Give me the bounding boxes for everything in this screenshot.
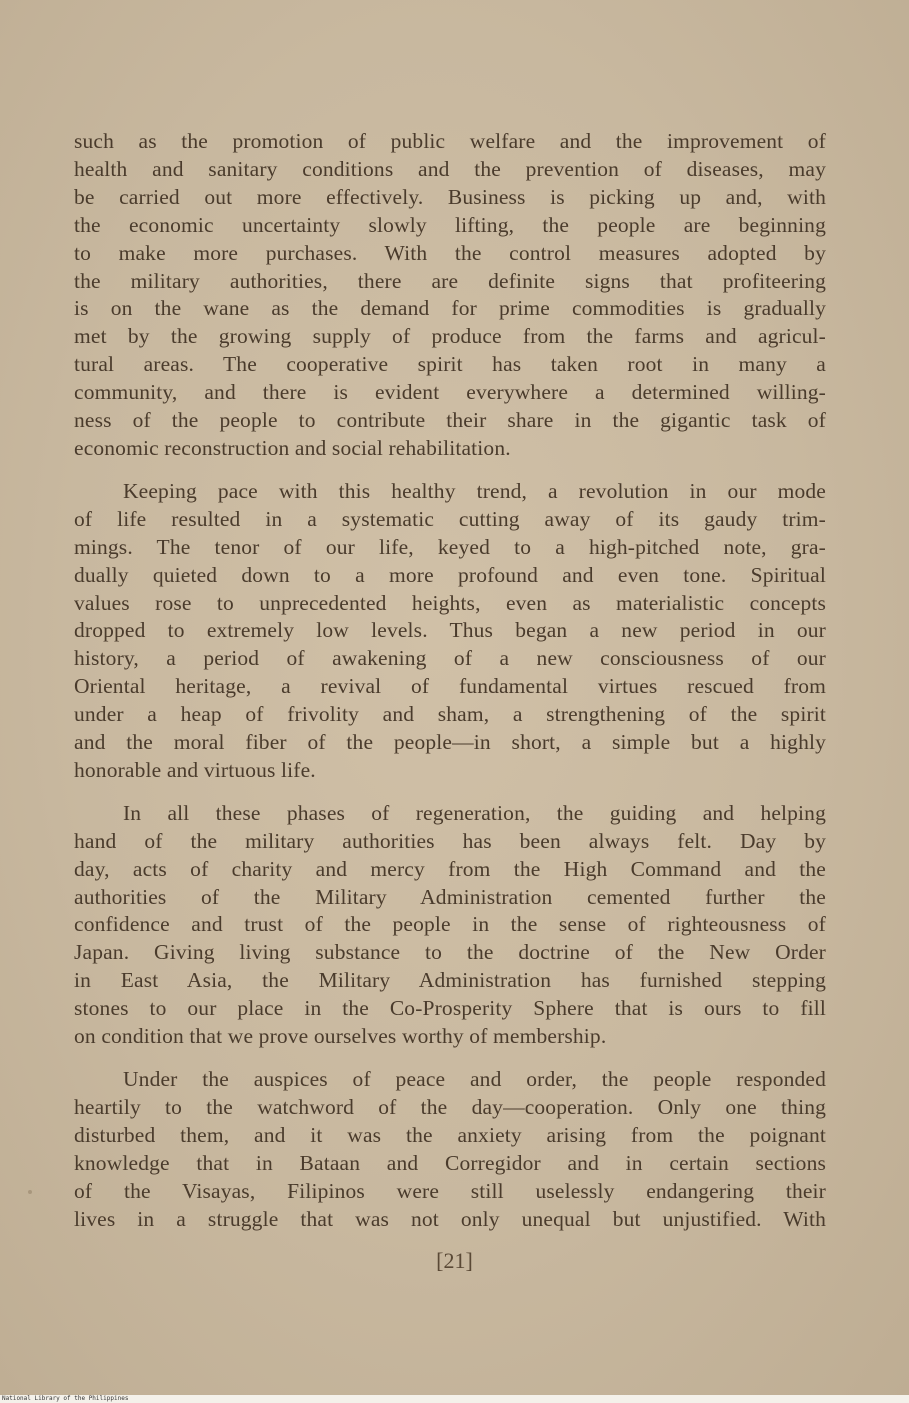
text-line: authorities of the Military Administration cemented further the xyxy=(74,884,826,909)
text-line: such as the promotion of public welfare and the improvement of xyxy=(74,129,826,153)
text-line: is on the wane as the demand for prime commodities is gradually xyxy=(74,296,826,321)
text-line: day, acts of charity and mercy from the High Command and the xyxy=(74,856,826,881)
page-number: [21] xyxy=(436,1248,473,1273)
paragraph xyxy=(74,800,826,1051)
text-line: health and sanitary conditions and the prevention of diseases, may xyxy=(74,156,826,181)
text-line: lives in a struggle that was not only unequal but unjustified. With xyxy=(74,1206,826,1231)
text-line: Oriental heritage, a revival of fundamental virtues rescued from xyxy=(74,674,826,699)
text-line: dropped to extremely low levels. Thus began a new period in our xyxy=(74,618,826,643)
text-line: in East Asia, the Military Administration has furnished stepping xyxy=(74,968,826,993)
text-line: stones to our place in the Co-Prosperity Sphere that is ours to fill xyxy=(74,996,826,1021)
text-line: values rose to unprecedented heights, even as materialistic concepts xyxy=(74,590,826,615)
paragraph xyxy=(74,1066,826,1233)
text-line: met by the growing supply of produce from the farms and agricul- xyxy=(74,324,826,349)
paragraph xyxy=(74,128,826,463)
text-line: economic reconstruction and social rehabilitation. xyxy=(74,435,511,460)
library-credit: National Library of the Philippines xyxy=(2,1395,129,1402)
text-line: confidence and trust of the people in the sense of righteousness of xyxy=(74,912,826,937)
text-line: of life resulted in a systematic cutting away of its gaudy trim- xyxy=(74,506,826,531)
paragraph xyxy=(74,478,826,785)
text-line: Keeping pace with this healthy trend, a revolution in our mode xyxy=(123,478,826,503)
text-line: heartily to the watchword of the day—cooperation. Only one thing xyxy=(74,1094,826,1119)
text-line: disturbed them, and it was the anxiety arising from the poignant xyxy=(74,1122,826,1147)
text-line: Japan. Giving living substance to the doctrine of the New Order xyxy=(74,940,826,965)
text-line: ness of the people to contribute their share in the gigantic task of xyxy=(74,408,826,433)
text-line: In all these phases of regeneration, the guiding and helping xyxy=(123,800,826,825)
text-line: community, and there is evident everywhere a determined willing- xyxy=(74,380,826,405)
paper-speck xyxy=(28,1190,32,1194)
text-line: the economic uncertainty slowly lifting, the people are beginning xyxy=(74,212,826,237)
text-line: history, a period of awakening of a new consciousness of our xyxy=(74,646,826,671)
text-line: tural areas. The cooperative spirit has taken root in many a xyxy=(74,352,826,377)
text-line: to make more purchases. With the control measures adopted by xyxy=(74,240,826,265)
text-line: be carried out more effectively. Business is picking up and, with xyxy=(74,184,826,209)
text-line: under a heap of frivolity and sham, a strengthening of the spirit xyxy=(74,702,826,727)
footer-strip xyxy=(0,1395,909,1403)
text-line: Under the auspices of peace and order, the people responded xyxy=(123,1067,826,1091)
text-line: hand of the military authorities has been always felt. Day by xyxy=(74,828,826,853)
text-line: mings. The tenor of our life, keyed to a high-pitched note, gra- xyxy=(74,534,826,559)
text-line: the military authorities, there are definite signs that profiteering xyxy=(74,268,826,293)
text-line: and the moral fiber of the people—in short, a simple but a highly xyxy=(74,730,826,755)
text-line: dually quieted down to a more profound and even tone. Spiritual xyxy=(74,562,826,587)
text-line: honorable and virtuous life. xyxy=(74,757,316,782)
text-line: on condition that we prove ourselves worthy of membership. xyxy=(74,1024,607,1049)
text-line: of the Visayas, Filipinos were still uselessly endangering their xyxy=(74,1178,826,1203)
text-line: knowledge that in Bataan and Corregidor and in certain sections xyxy=(74,1150,826,1175)
body-text xyxy=(74,128,826,1233)
